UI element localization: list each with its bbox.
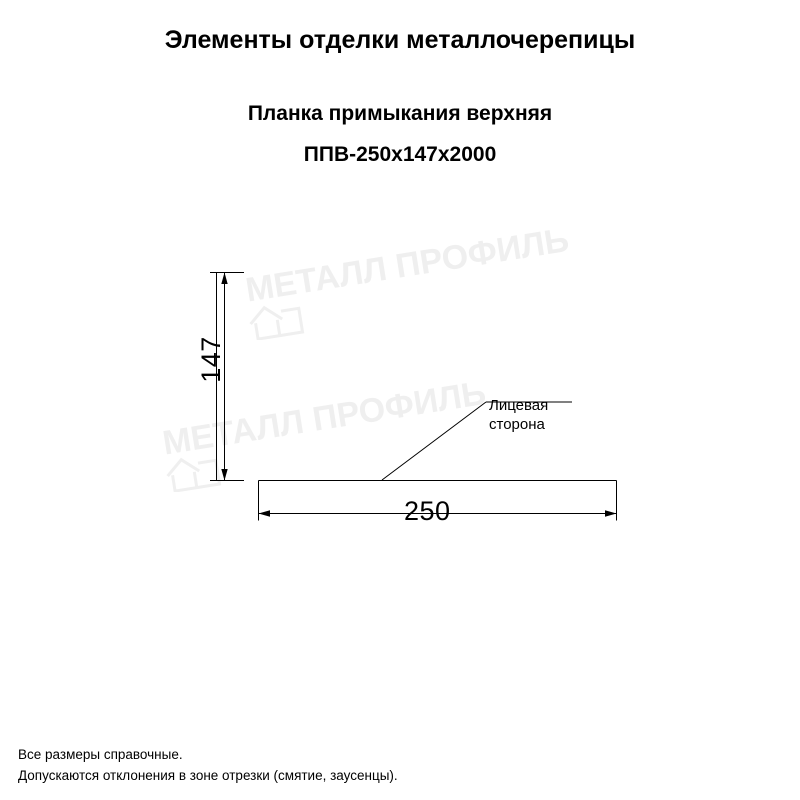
product-code: ППВ-250x147x2000 (303, 143, 497, 166)
dimension-label-height: 147 (195, 336, 226, 383)
page-title: Элементы отделки металлочерепицы (164, 26, 636, 54)
arrow-up (221, 273, 227, 285)
annotation-line-1: Лицевая (489, 397, 549, 414)
annotation-face-side (489, 396, 548, 434)
arrow-left (259, 510, 271, 516)
footer-line-2: Допускаются отклонения в зоне отрезки (смятие, заусенцы). (18, 768, 398, 783)
annotation-line-2: сторона (489, 416, 545, 433)
footer-notes (18, 744, 398, 786)
arrow-right (605, 510, 617, 516)
watermark-text-bottom: МЕТАЛЛ ПРОФИЛЬ (160, 373, 489, 463)
product-name: Планка примыкания верхняя (247, 102, 553, 125)
watermark-text-top: МЕТАЛЛ ПРОФИЛЬ (243, 220, 572, 310)
leader-line (382, 402, 486, 480)
dimension-label-width: 250 (404, 496, 451, 526)
arrow-down (221, 469, 227, 481)
footer-line-1: Все размеры справочные. (18, 747, 183, 762)
